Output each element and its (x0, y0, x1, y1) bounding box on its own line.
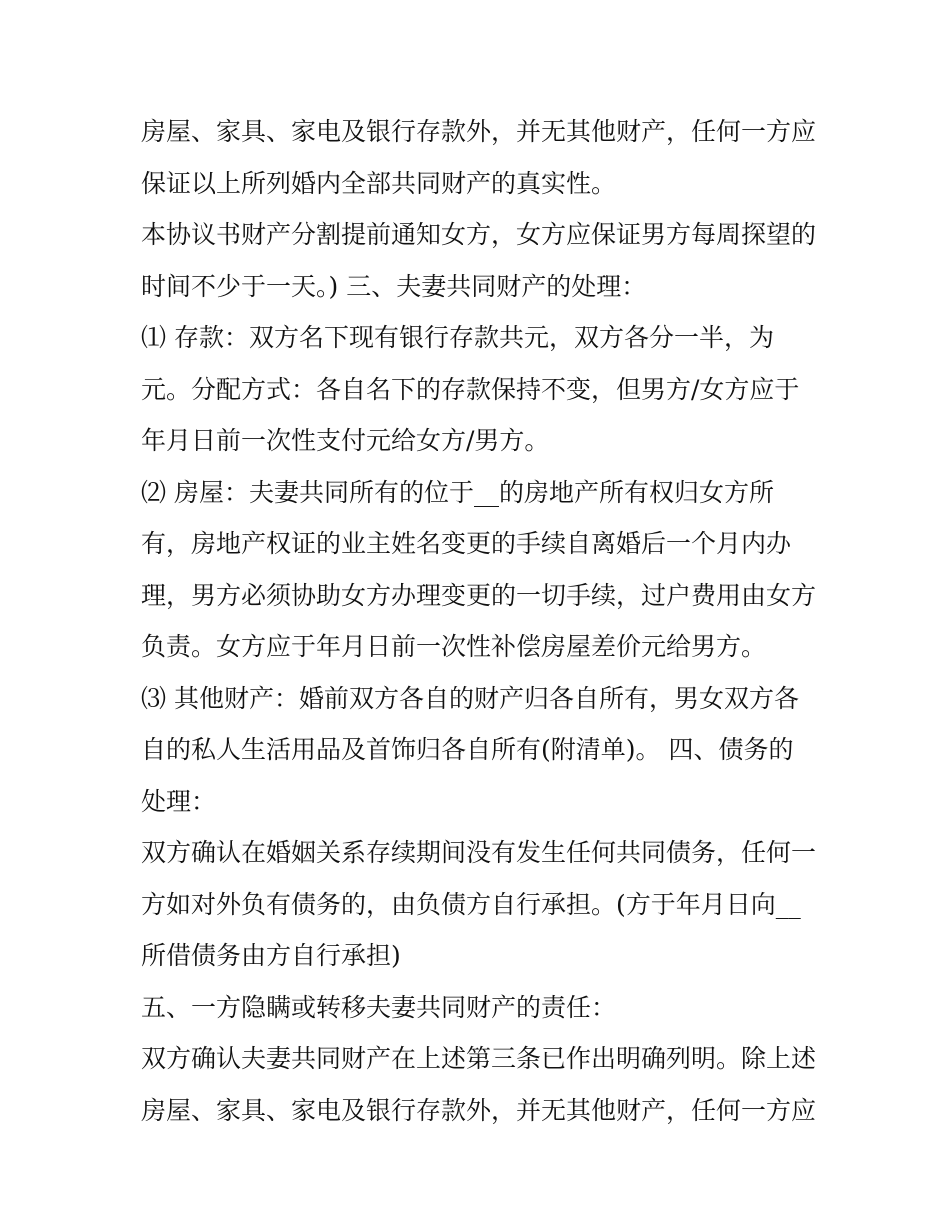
text-line: 双方确认夫妻共同财产在上述第三条已作出明确列明。除上述 (141, 1044, 817, 1073)
text-line: 负责。女方应于年月日前一次性补偿房屋差价元给男方。 (141, 632, 767, 661)
text-line: 年月日前一次性支付元给女方/男方。 (141, 426, 550, 455)
text-line: ⑴ 存款：双方名下现有银行存款共元，双方各分一半，为 (141, 323, 774, 352)
text-line: 处理： (141, 786, 217, 816)
text-line: 本协议书财产分割提前通知女方，女方应保证男方每周探望的 (141, 220, 817, 249)
text-line: ⑶ 其他财产：婚前双方各自的财产归各自所有，男女双方各 (141, 683, 799, 713)
text-line: 时间不少于一天。) 三、夫妻共同财产的处理： (141, 271, 647, 301)
text-line: 房屋、家具、家电及银行存款外，并无其他财产，任何一方应 (141, 1095, 817, 1125)
text-line: 有，房地产权证的业主姓名变更的手续自离婚后一个月内办 (141, 529, 792, 558)
text-line: 双方确认在婚姻关系存续期间没有发生任何共同债务，任何一 (141, 838, 817, 867)
text-line: 理，男方必须协助女方办理变更的一切手续，过户费用由女方 (141, 580, 817, 610)
text-line: 房屋、家具、家电及银行存款外，并无其他财产，任何一方应 (141, 117, 817, 146)
text-line: 保证以上所列婚内全部共同财产的真实性。 (141, 168, 617, 198)
text-line: 方如对外负有债务的，由负债方自行承担。(方于年月日向__ (141, 889, 801, 919)
text-line: 五、一方隐瞒或转移夫妻共同财产的责任： (141, 992, 617, 1022)
text-line: ⑵ 房屋：夫妻共同所有的位于__的房地产所有权归女方所 (141, 477, 774, 507)
text-line: 所借债务由方自行承担) (141, 941, 401, 970)
document-body (141, 106, 821, 1136)
text-line: 元。分配方式：各自名下的存款保持不变，但男方/女方应于 (141, 374, 800, 404)
text-line: 自的私人生活用品及首饰归各自所有(附清单)。 四、债务的 (141, 735, 794, 764)
